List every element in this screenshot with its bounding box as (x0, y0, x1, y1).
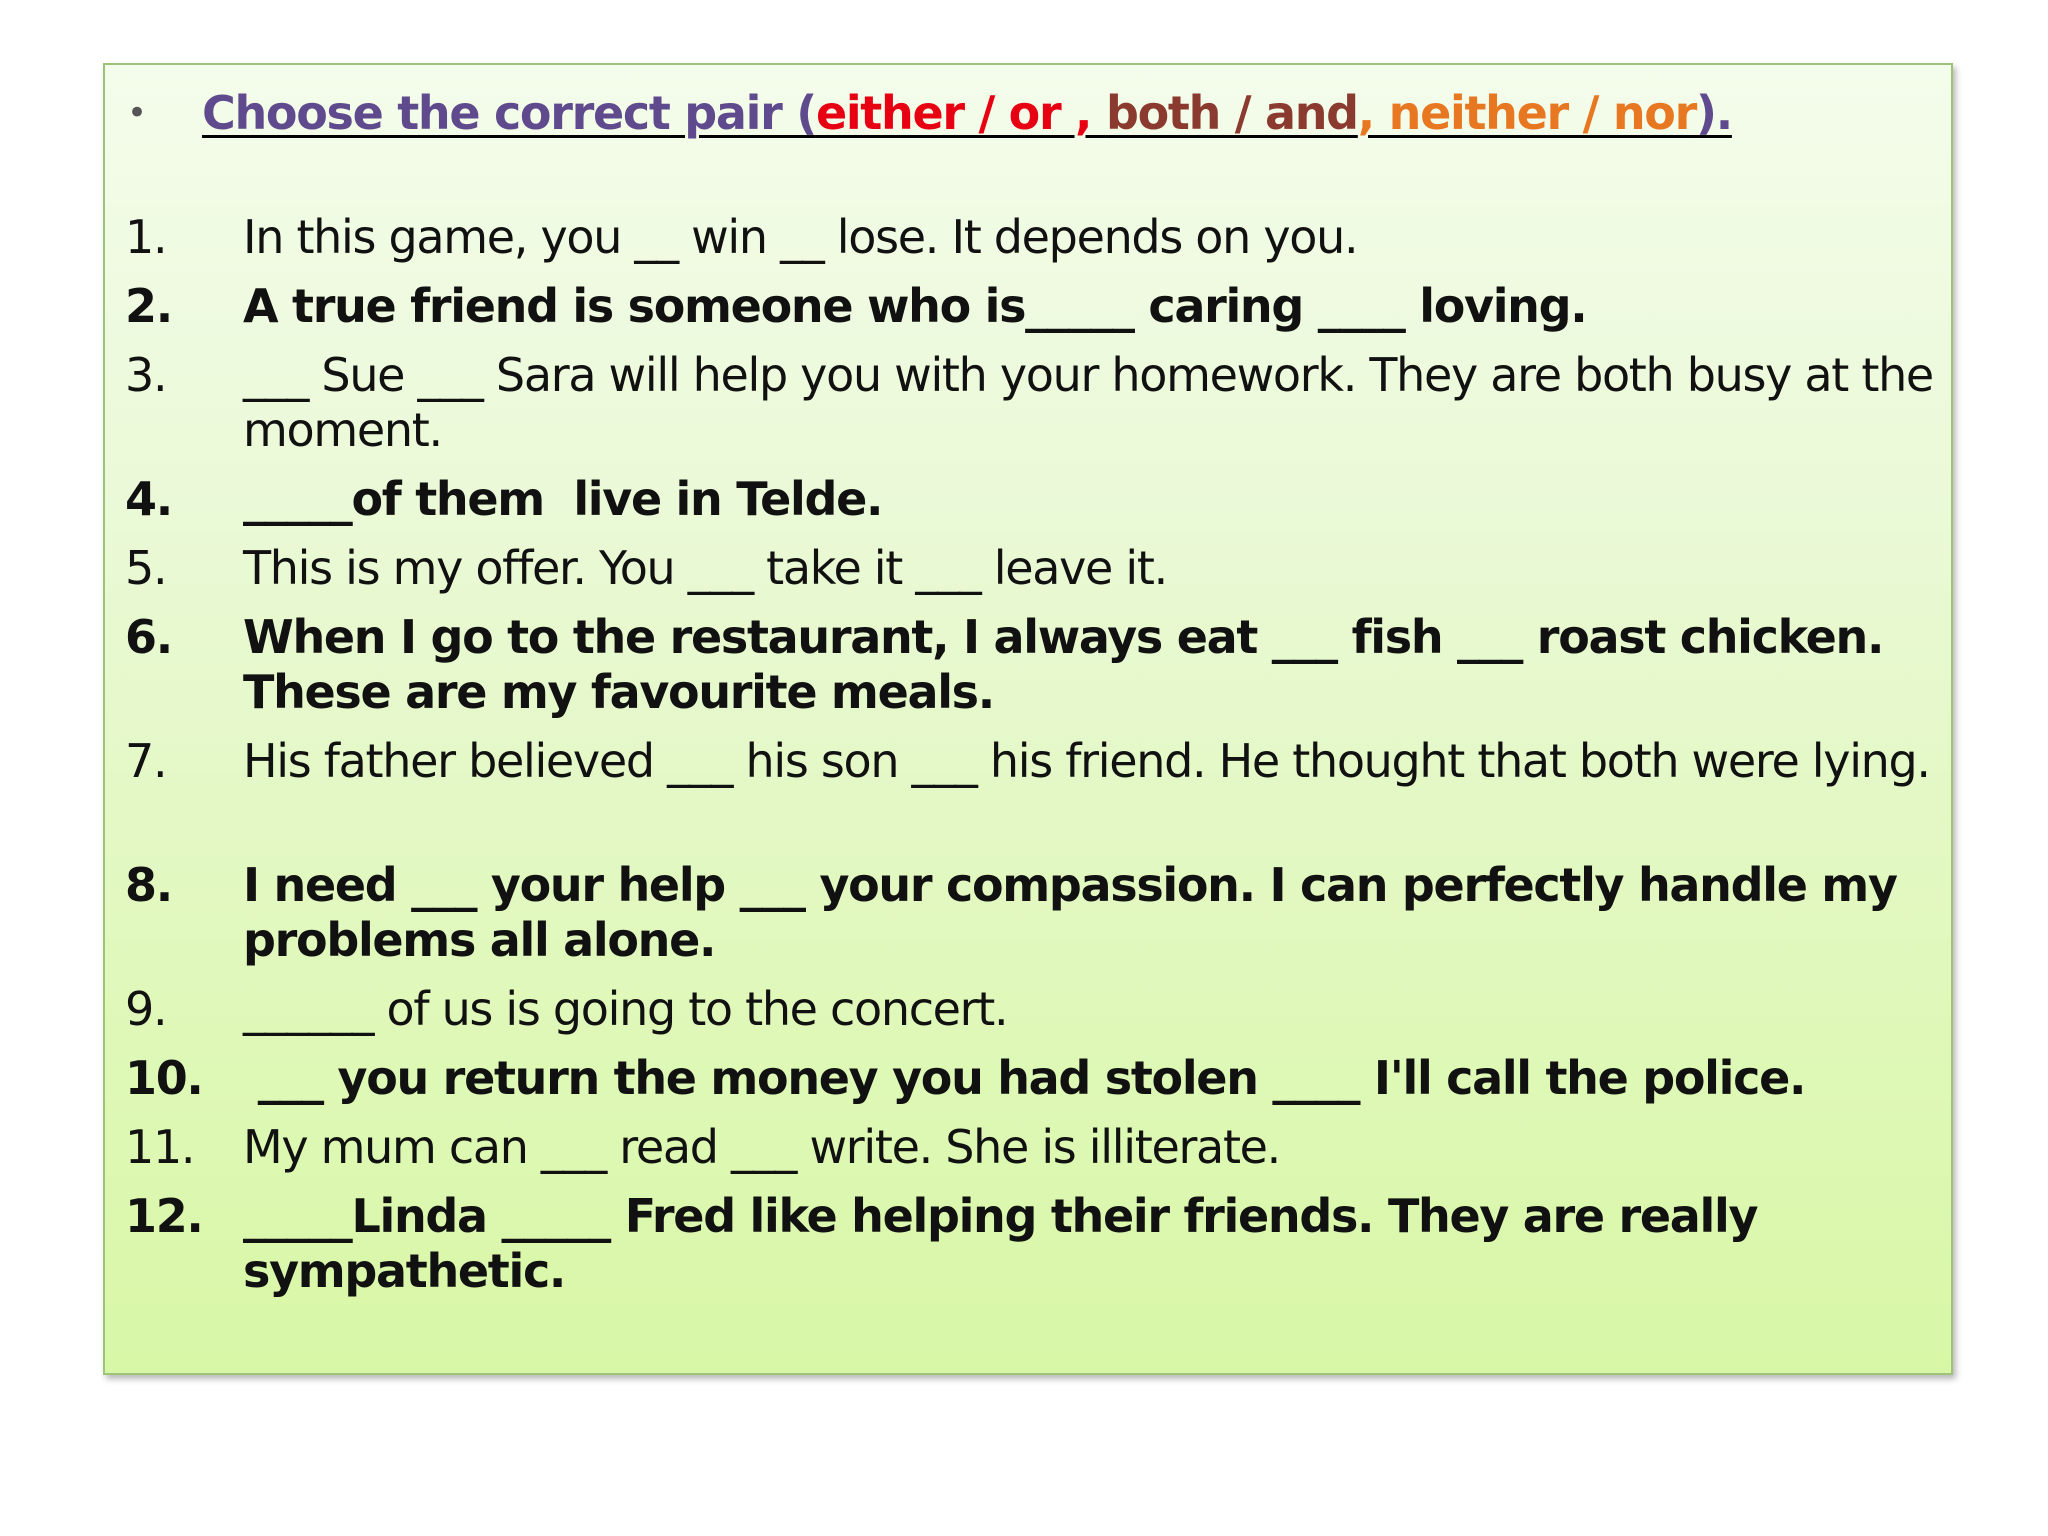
title-part-close: ). (1695, 86, 1732, 140)
item-number: 4. (125, 472, 172, 526)
exercise-item-3 (125, 348, 1947, 472)
item-number: 6. (125, 610, 172, 664)
item-text: ___ Sue ___ Sara will help you with your homework. They are both busy at the moment. (243, 348, 1947, 457)
title-part-neither-nor: , neither / nor (1357, 86, 1696, 140)
item-text: _____of them live in Telde. (243, 472, 883, 526)
item-text: His father believed ___ his son ___ his friend. He thought that both were lying. (243, 734, 1930, 788)
item-number: 3. (125, 348, 167, 402)
item-text: ______ of us is going to the concert. (243, 982, 1008, 1036)
item-number: 5. (125, 541, 167, 595)
item-text: My mum can ___ read ___ write. She is illiterate. (243, 1120, 1280, 1174)
item-number: 2. (125, 279, 172, 333)
item-text: ___ you return the money you had stolen ____ I'll call the police. (243, 1051, 1806, 1105)
item-number: 10. (125, 1051, 203, 1105)
exercise-item-2 (125, 279, 1935, 348)
title-part-choose: Choose the correct pair ( (202, 86, 816, 140)
exercise-item-7 (125, 734, 1935, 858)
item-text: I need ___ your help ___ your compassion. I can perfectly handle my problems all alone. (243, 858, 1912, 967)
exercise-item-1 (125, 210, 1935, 279)
title-row (127, 73, 1927, 153)
item-text: A true friend is someone who is_____ caring ____ loving. (243, 279, 1587, 333)
item-text: _____Linda _____ Fred like helping their friends. They are really sympathetic. (243, 1189, 1772, 1298)
exercise-item-5 (125, 541, 1935, 610)
item-number: 1. (125, 210, 167, 264)
exercise-list (125, 210, 1947, 1313)
bullet-icon: • (127, 93, 148, 133)
item-number: 9. (125, 982, 167, 1036)
item-number: 12. (125, 1189, 203, 1243)
item-number: 8. (125, 858, 172, 912)
item-number: 7. (125, 734, 167, 788)
exercise-item-9 (125, 982, 1935, 1051)
item-number: 11. (125, 1120, 195, 1174)
title-part-both-and: both / and (1105, 86, 1358, 140)
exercise-item-10 (125, 1051, 1935, 1120)
slide-panel (103, 63, 1953, 1375)
exercise-item-8 (125, 858, 1935, 982)
item-text: This is my offer. You ___ take it ___ leave it. (243, 541, 1167, 595)
exercise-item-4 (125, 472, 1935, 541)
exercise-item-6 (125, 610, 1935, 734)
exercise-item-11 (125, 1120, 1935, 1189)
slide-title (202, 73, 1732, 153)
exercise-item-12 (125, 1189, 1935, 1313)
item-text: In this game, you __ win __ lose. It depends on you. (243, 210, 1358, 264)
title-part-either-or: either / or , (815, 86, 1106, 140)
item-text: When I go to the restaurant, I always eat ___ fish ___ roast chicken. These are my favourite meals. (243, 610, 1898, 719)
